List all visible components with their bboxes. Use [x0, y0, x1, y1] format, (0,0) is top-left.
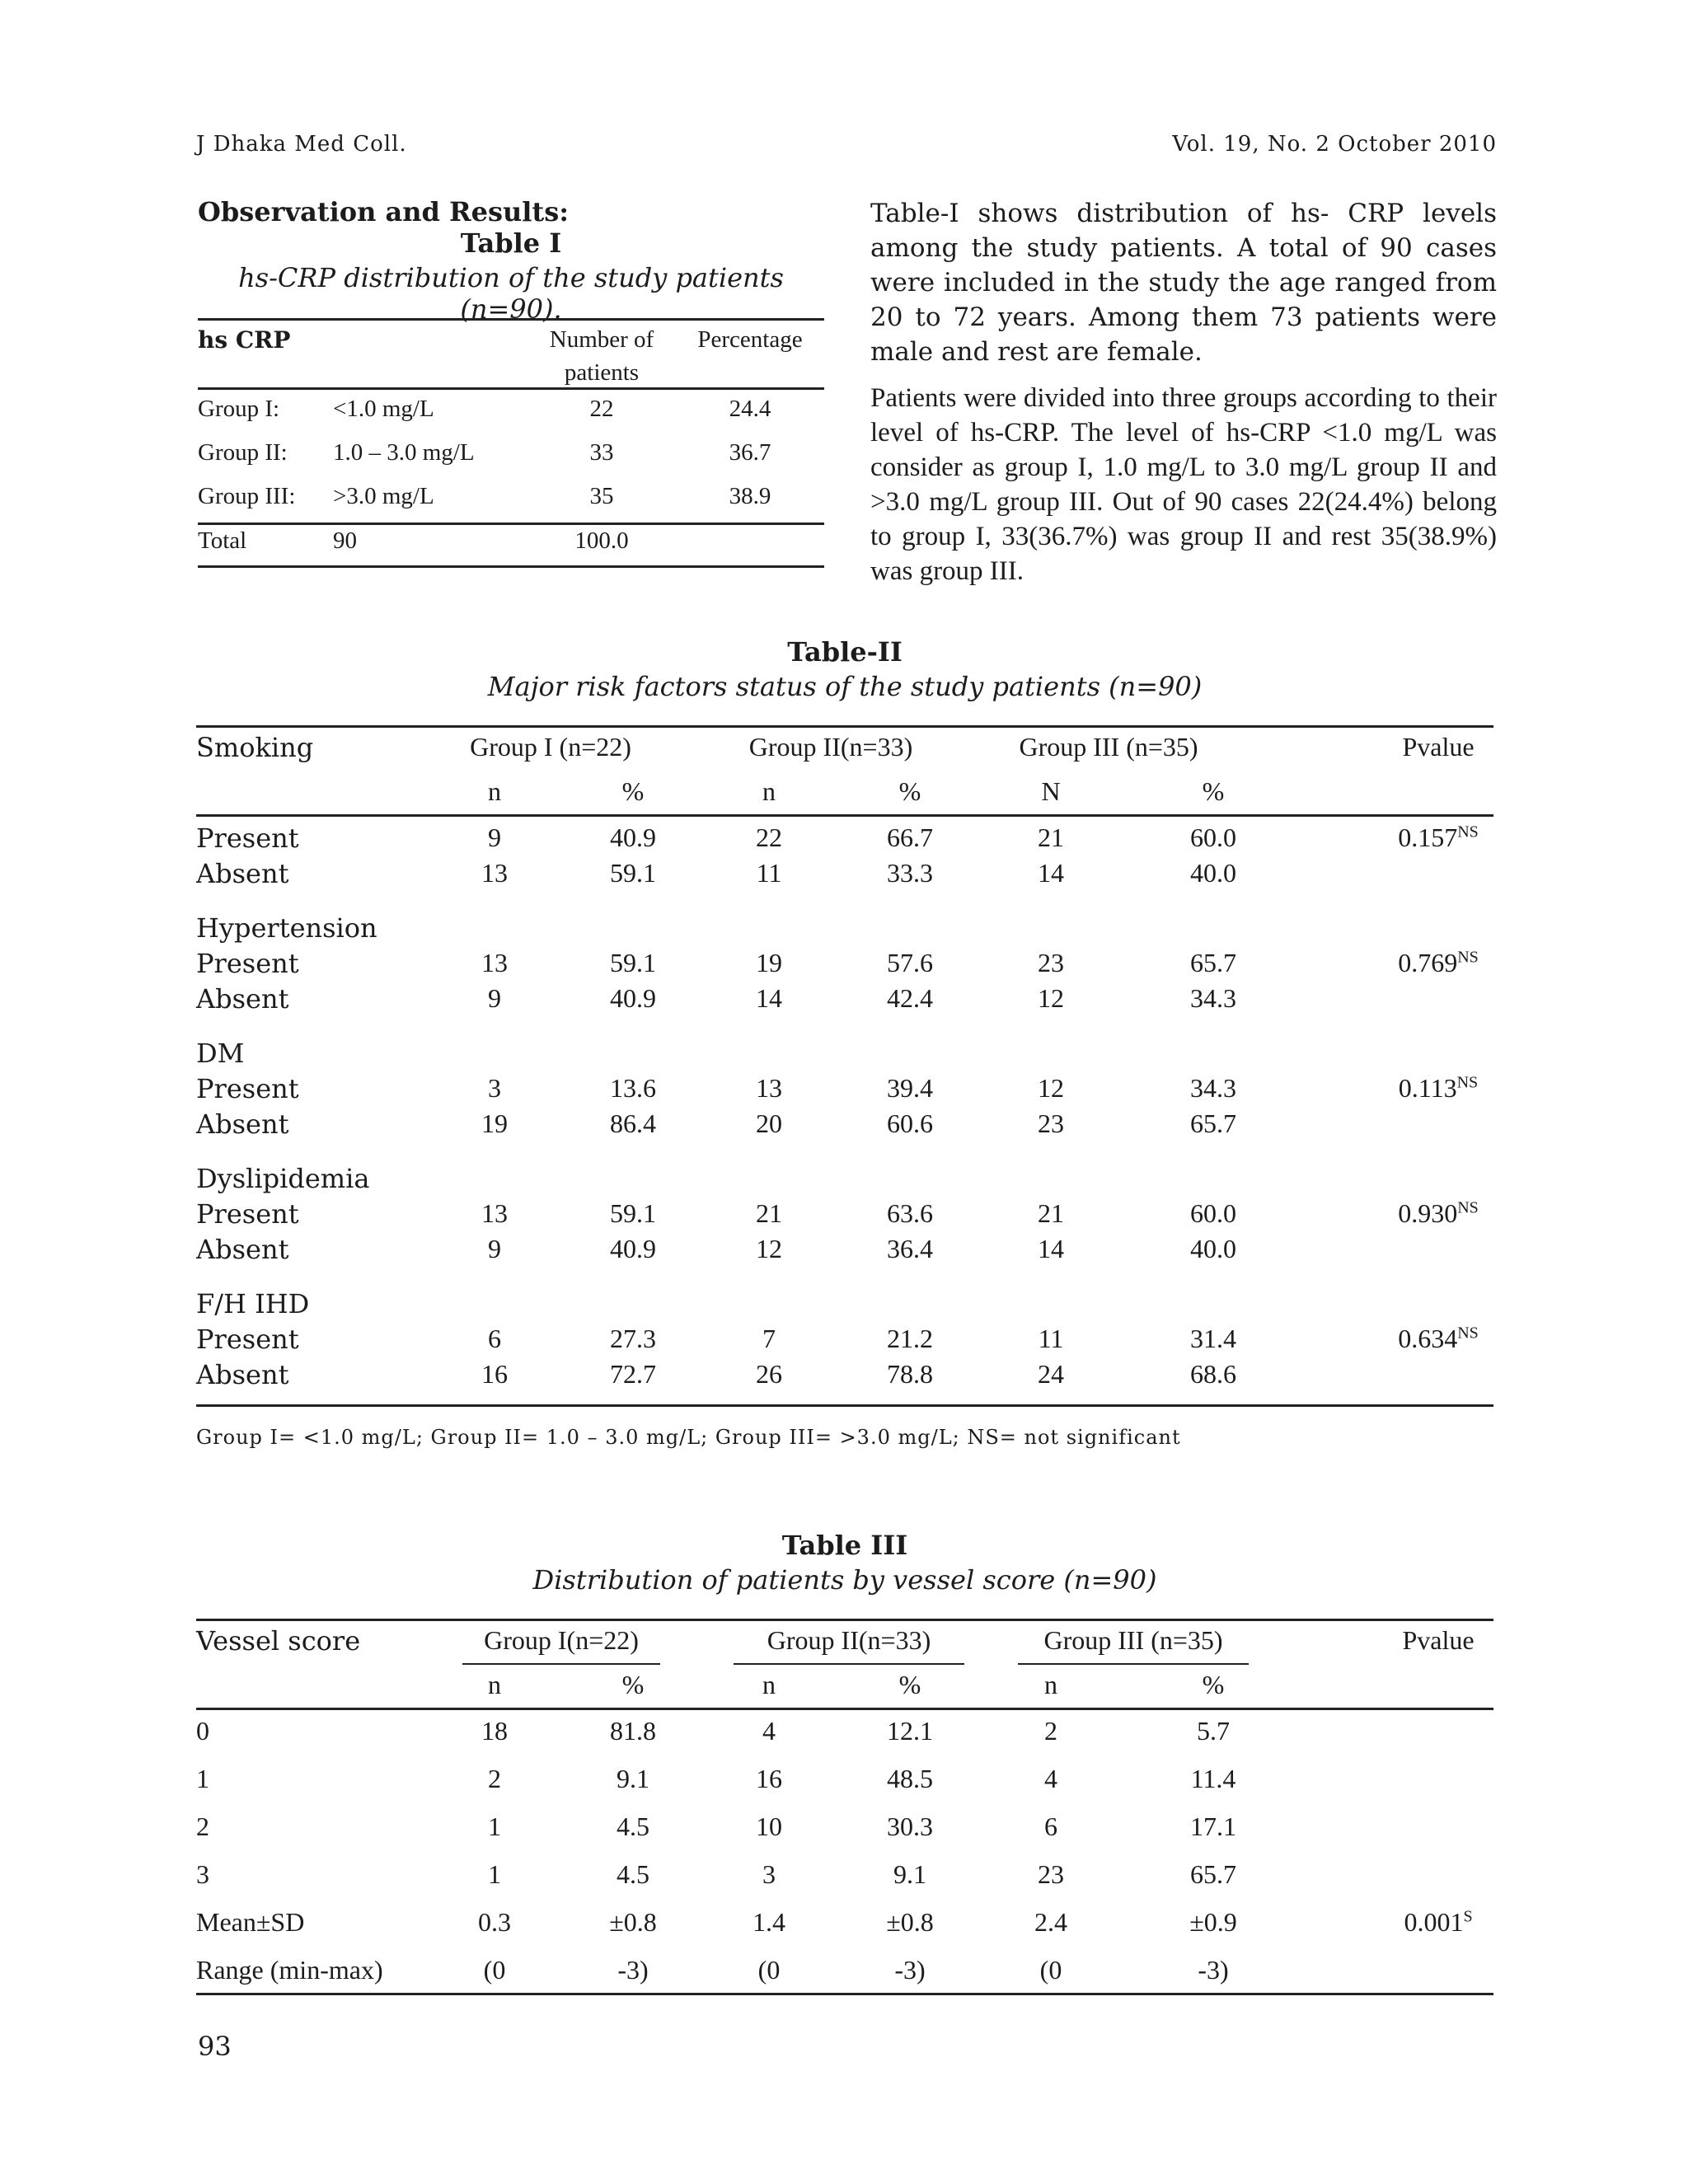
table3-subheader: %	[1202, 1670, 1225, 1699]
table3-subheader: n	[762, 1670, 776, 1699]
row-label-absent: Absent	[196, 983, 289, 1015]
table-cell: 13	[756, 1073, 782, 1103]
table-cell: (0	[483, 1955, 506, 1985]
table-cell: 6	[488, 1324, 501, 1353]
table2-subheader: %	[1202, 776, 1225, 806]
table1-caption: Table I	[460, 227, 562, 259]
table-cell: 68.6	[1190, 1359, 1236, 1389]
table-cell: ±0.9	[1189, 1907, 1237, 1937]
table-cell: 36.4	[887, 1234, 933, 1263]
table3-subheader: %	[621, 1670, 645, 1699]
table-cell: -3)	[894, 1955, 926, 1985]
row-label: Range (min-max)	[196, 1955, 383, 1985]
table-cell: 9.1	[617, 1764, 649, 1793]
table2-footnote: Group I= <1.0 mg/L; Group II= 1.0 – 3.0 mg/L; Group III= >3.0 mg/L; NS= not significant	[196, 1426, 1181, 1449]
table-cell: 23	[1038, 1108, 1064, 1138]
table3-header-group2: Group II(n=33)	[767, 1625, 931, 1655]
table-cell: 33.3	[887, 858, 933, 888]
table-cell: 65.7	[1190, 948, 1236, 977]
table3-subtitle: Distribution of patients by vessel score (n=90)	[532, 1564, 1157, 1596]
table-cell: 2	[1044, 1716, 1057, 1746]
table-cell: 3	[488, 1073, 501, 1103]
table2	[196, 636, 1493, 1460]
row-label-absent: Absent	[196, 858, 289, 889]
table-cell: 13	[481, 858, 508, 888]
table-cell: 9	[488, 823, 501, 852]
p-value-number: 0.001	[1404, 1907, 1464, 1937]
table1-range: 1.0 – 3.0 mg/L	[333, 439, 475, 466]
page-number: 93	[198, 2031, 232, 2062]
table1-subtitle: hs-CRP distribution of the study patients (n=90).	[238, 262, 784, 325]
table-cell: 34.3	[1190, 983, 1236, 1013]
table-cell: 4.5	[617, 1811, 649, 1841]
table-cell: 1.4	[753, 1907, 785, 1937]
table1-total-rule	[198, 523, 824, 525]
table-cell: 19	[481, 1108, 508, 1138]
table-cell: 65.7	[1190, 1859, 1236, 1889]
table-cell: (0	[757, 1955, 781, 1985]
p-value-number: 0.157	[1398, 823, 1458, 852]
table1-header-row	[198, 326, 824, 392]
table2-header-rule	[196, 814, 1493, 817]
table-cell: 14	[1038, 1234, 1064, 1263]
table-cell: 13	[481, 1198, 508, 1228]
table3-header-pvalue: Pvalue	[1402, 1625, 1475, 1655]
paragraph: Patients were divided into three groups according to their level of hs-CRP. The level of hs-CRP <1.0 mg/L was consider as group I, 1.0 mg/L to 3.0 mg/L group II and >3.0 mg/L group III. Out of 90 cases 22(24.4%) belong to group I, 33(36.7%) was group II and rest 35(38.9%) was group III.	[870, 383, 1497, 586]
volume-info: Vol. 19, No. 2 October 2010	[1172, 132, 1497, 157]
significance-mark: NS	[1457, 823, 1479, 841]
table1-header-percentage: Percentage	[697, 326, 803, 353]
table3-subheader: n	[1044, 1670, 1057, 1699]
table-cell: 0.3	[478, 1907, 511, 1937]
table1-total-label: Total	[198, 527, 247, 554]
table2-subheader: N	[1041, 776, 1061, 806]
table3-caption: Table III	[781, 1530, 908, 1561]
table-cell: 27.3	[610, 1324, 656, 1353]
table-cell: 13.6	[610, 1073, 656, 1103]
table-cell: 4.5	[617, 1859, 649, 1889]
table2-caption: Table-II	[787, 636, 903, 668]
risk-factor-title: Dyslipidemia	[196, 1163, 370, 1194]
p-value	[1383, 1324, 1493, 1354]
table-cell: 60.0	[1190, 823, 1236, 852]
table-cell: 21	[1038, 1198, 1064, 1228]
table3-top-rule	[196, 1619, 1493, 1621]
table-cell: 60.0	[1190, 1198, 1236, 1228]
row-label-present: Present	[196, 948, 299, 979]
table3-group3-underline	[1018, 1663, 1249, 1665]
table-cell: 11.4	[1190, 1764, 1236, 1793]
row-label: Mean±SD	[196, 1907, 305, 1937]
section-title: Observation and Results:	[198, 196, 570, 227]
paragraph: Table-I shows distribution of hs- CRP levels among the study patients. A total of 90 cases were included in the study the age ranged from 20 to 72 years. Among them 73 patients were male and rest are female.	[870, 199, 1497, 367]
table1-n: 35	[589, 483, 614, 509]
row-label-present: Present	[196, 823, 299, 854]
table-cell: 4	[762, 1716, 776, 1746]
table1-top-rule	[198, 318, 824, 321]
table-cell: 34.3	[1190, 1073, 1236, 1103]
table-cell: 18	[481, 1716, 508, 1746]
p-value-number: 0.930	[1398, 1198, 1458, 1228]
table-cell: 11	[756, 858, 782, 888]
table-cell: 40.9	[610, 983, 656, 1013]
table-cell: 40.9	[610, 1234, 656, 1263]
table-cell: 19	[756, 948, 782, 977]
table-cell: 21	[756, 1198, 782, 1228]
table1-pct: 24.4	[729, 396, 771, 422]
table3-bottom-rule	[196, 1993, 1493, 1995]
row-label-absent: Absent	[196, 1108, 289, 1140]
results-text	[870, 196, 1497, 600]
table2-top-rule	[196, 725, 1493, 728]
table-cell: 59.1	[610, 948, 656, 977]
table-cell: 40.0	[1190, 858, 1236, 888]
table1-group: Group III:	[198, 483, 296, 509]
table-cell: (0	[1039, 1955, 1062, 1985]
p-value	[1383, 948, 1493, 978]
row-label: 1	[196, 1764, 209, 1793]
table-cell: 86.4	[610, 1108, 656, 1138]
table-cell: 13	[481, 948, 508, 977]
table-cell: 2	[488, 1764, 501, 1793]
table3-group1-underline	[462, 1663, 660, 1665]
table-cell: 40.0	[1190, 1234, 1236, 1263]
significance-mark: NS	[1457, 1324, 1479, 1343]
table-cell: 1	[488, 1811, 501, 1841]
table1-header-patients: patients	[564, 359, 640, 386]
table-cell: ±0.8	[609, 1907, 657, 1937]
table2-header-group3: Group III (n=35)	[1019, 732, 1198, 762]
table-cell: 22	[756, 823, 782, 852]
table3-group2-underline	[734, 1663, 964, 1665]
significance-mark: S	[1463, 1907, 1473, 1926]
table1-n: 22	[589, 396, 614, 422]
row-label: 3	[196, 1859, 209, 1889]
table-cell: 21.2	[887, 1324, 933, 1353]
table-cell: 12.1	[887, 1716, 933, 1746]
table2-bottom-rule	[196, 1404, 1493, 1407]
p-value	[1383, 1198, 1493, 1229]
table-cell: 9.1	[893, 1859, 926, 1889]
table1-pct: 36.7	[729, 439, 771, 466]
table1-header-hs: hs CRP	[198, 326, 291, 354]
table-cell: 59.1	[610, 858, 656, 888]
table1-section	[198, 196, 824, 325]
row-label: 2	[196, 1811, 209, 1841]
table3-header-first: Vessel score	[196, 1625, 361, 1657]
table-cell: 63.6	[887, 1198, 933, 1228]
table3-header-rule	[196, 1708, 1493, 1710]
table-cell: 59.1	[610, 1198, 656, 1228]
table-cell: 12	[1038, 1073, 1064, 1103]
table3-subheader: %	[898, 1670, 921, 1699]
table2-header-first: Smoking	[196, 732, 314, 763]
p-value-number: 0.634	[1398, 1324, 1458, 1353]
p-value-number: 0.769	[1398, 948, 1458, 977]
table-cell: 78.8	[887, 1359, 933, 1389]
risk-factor-title: DM	[196, 1038, 245, 1069]
table-cell: 2.4	[1034, 1907, 1067, 1937]
table1-bottom-rule	[198, 565, 824, 568]
table3	[196, 1530, 1493, 2008]
table3-subheader: n	[488, 1670, 501, 1699]
table1-total-pct: 100.0	[574, 527, 629, 554]
table-cell: 14	[1038, 858, 1064, 888]
row-label-present: Present	[196, 1324, 299, 1355]
table-cell: 9	[488, 1234, 501, 1263]
table2-subheader: n	[762, 776, 776, 806]
table1-range: >3.0 mg/L	[333, 483, 434, 509]
table-cell: 5.7	[1197, 1716, 1230, 1746]
table-cell: 21	[1038, 823, 1064, 852]
table-cell: 7	[762, 1324, 776, 1353]
table2-header-pvalue: Pvalue	[1402, 732, 1475, 762]
table1	[198, 313, 824, 577]
significance-mark: NS	[1456, 1073, 1479, 1092]
table1-group: Group II:	[198, 439, 288, 466]
table3-header-group1: Group I(n=22)	[484, 1625, 639, 1655]
table2-subtitle: Major risk factors status of the study patients (n=90)	[487, 671, 1203, 702]
table-cell: 65.7	[1190, 1108, 1236, 1138]
table-cell: 48.5	[887, 1764, 933, 1793]
table-cell: 12	[756, 1234, 782, 1263]
table-cell: 16	[756, 1764, 782, 1793]
row-label-present: Present	[196, 1198, 299, 1230]
table-cell: -3)	[617, 1955, 649, 1985]
table-cell: 9	[488, 983, 501, 1013]
p-value	[1383, 1907, 1493, 1938]
journal-name: J Dhaka Med Coll.	[196, 132, 407, 157]
table-cell: 1	[488, 1859, 501, 1889]
risk-factor-title: F/H IHD	[196, 1288, 310, 1319]
table-cell: 12	[1038, 983, 1064, 1013]
significance-mark: NS	[1457, 948, 1479, 967]
row-label-absent: Absent	[196, 1234, 289, 1265]
table-cell: 24	[1038, 1359, 1064, 1389]
row-label: 0	[196, 1716, 209, 1746]
risk-factor-title: Hypertension	[196, 912, 377, 944]
table1-total-n: 90	[333, 527, 357, 554]
table-cell: 30.3	[887, 1811, 933, 1841]
row-label-present: Present	[196, 1073, 299, 1104]
table-cell: 26	[756, 1359, 782, 1389]
table-cell: 10	[756, 1811, 782, 1841]
table2-header-group1: Group I (n=22)	[470, 732, 631, 762]
table-cell: 3	[762, 1859, 776, 1889]
table1-group: Group I:	[198, 396, 280, 422]
table-cell: -3)	[1198, 1955, 1229, 1985]
table2-subheader: %	[898, 776, 921, 806]
table1-range: <1.0 mg/L	[333, 396, 434, 422]
table3-header-group3: Group III (n=35)	[1043, 1625, 1223, 1655]
row-label-absent: Absent	[196, 1359, 289, 1390]
table1-header-number: Number of	[549, 326, 654, 353]
table1-pct: 38.9	[729, 483, 771, 509]
table-cell: 6	[1044, 1811, 1057, 1841]
table2-subheader: n	[488, 776, 501, 806]
table-cell: 81.8	[610, 1716, 656, 1746]
table-cell: 39.4	[887, 1073, 933, 1103]
table-cell: 11	[1038, 1324, 1064, 1353]
table1-header-rule	[198, 387, 824, 390]
p-value	[1383, 823, 1493, 853]
table-cell: 4	[1044, 1764, 1057, 1793]
table2-subheader: %	[621, 776, 645, 806]
table-cell: 20	[756, 1108, 782, 1138]
p-value	[1383, 1073, 1493, 1104]
table-cell: 42.4	[887, 983, 933, 1013]
table-cell: 60.6	[887, 1108, 933, 1138]
table-cell: 57.6	[887, 948, 933, 977]
table-cell: 23	[1038, 1859, 1064, 1889]
p-value-number: 0.113	[1398, 1073, 1457, 1103]
table-cell: 14	[756, 983, 782, 1013]
table-cell: 72.7	[610, 1359, 656, 1389]
table-cell: 17.1	[1190, 1811, 1236, 1841]
table-cell: 66.7	[887, 823, 933, 852]
significance-mark: NS	[1457, 1198, 1479, 1217]
table-cell: 23	[1038, 948, 1064, 977]
table2-header-group2: Group II(n=33)	[748, 732, 913, 762]
table1-n: 33	[589, 439, 614, 466]
table-cell: ±0.8	[886, 1907, 934, 1937]
table-cell: 31.4	[1190, 1324, 1236, 1353]
table-cell: 16	[481, 1359, 508, 1389]
table-cell: 40.9	[610, 823, 656, 852]
